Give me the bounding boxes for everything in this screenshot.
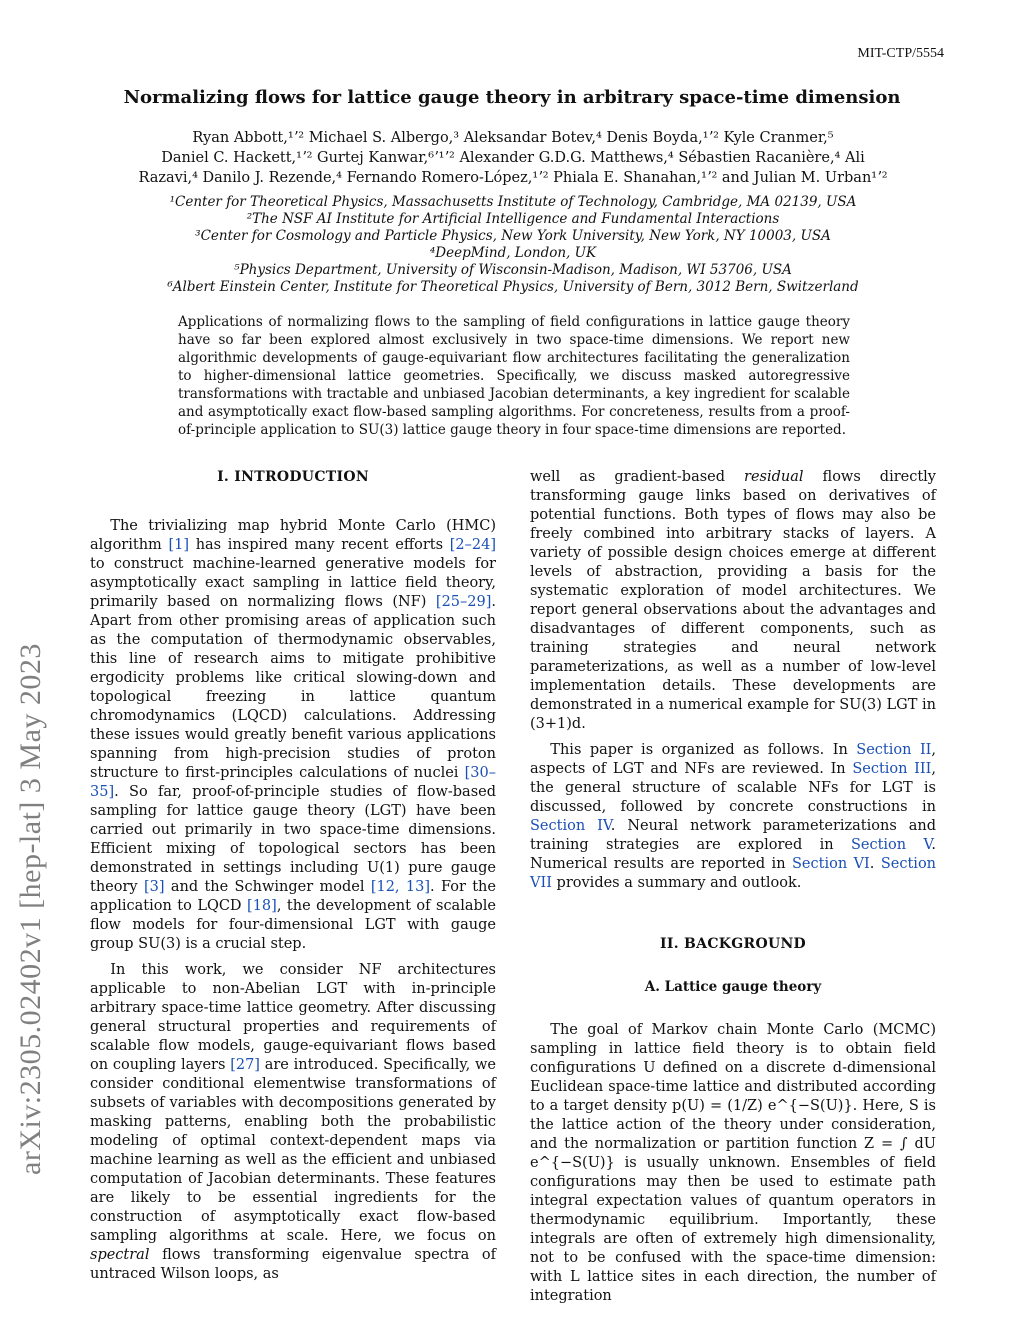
report-number: MIT-CTP/5554 [857, 46, 944, 61]
section-link[interactable]: Section III [852, 761, 932, 777]
citation-link[interactable]: [30–35] [90, 765, 496, 800]
paper-title: Normalizing flows for lattice gauge theory in arbitrary space-time dimension [123, 87, 901, 108]
section-link[interactable]: Section VI [791, 856, 870, 872]
citation-link[interactable]: [2–24] [449, 537, 497, 553]
citation-link[interactable]: [3] [143, 879, 165, 895]
citation-link[interactable]: [18] [247, 898, 277, 914]
paragraph: This paper is organized as follows. In Section II, aspects of LGT and NFs are reviewed. In Section III, the general structure of scalable NFs for LGT is discussed, followed by concrete constructions in Section IV. Neural network parameterizations and training strategies are explored in Section V. Numerical results are reported in Section VI. Section VII provides a summary and outlook. [530, 742, 937, 891]
section-link[interactable]: Section VII [530, 856, 937, 891]
left-column [90, 468, 496, 1284]
affiliation: ³Center for Cosmology and Particle Physics, New York University, New York, NY 10003, USA [195, 228, 831, 244]
author-line: Daniel C. Hackett,¹ʼ² Gurtej Kanwar,⁶ʼ¹ʼ² Alexander G.D.G. Matthews,⁴ Sébastien Racanière,⁴ Ali [161, 150, 865, 166]
author-line: Ryan Abbott,¹ʼ² Michael S. Albergo,³ Aleksandar Botev,⁴ Denis Boyda,¹ʼ² Kyle Cranmer,⁵ [192, 130, 834, 146]
affiliation-list [118, 194, 908, 296]
citation-link[interactable]: [25–29] [435, 594, 492, 610]
section-heading: II. BACKGROUND [660, 936, 806, 952]
section-heading: I. INTRODUCTION [217, 469, 369, 485]
arxiv-identifier: arXiv:2305.02402v1 [hep-lat] 3 May 2023 [14, 643, 47, 1175]
author-line: Razavi,⁴ Danilo J. Rezende,⁴ Fernando Romero-López,¹ʼ² Phiala E. Shanahan,¹ʼ² and Julian M. Urban¹ʼ² [138, 170, 888, 186]
paragraph: well as gradient-based residual flows directly transforming gauge links based on derivatives of potential functions. Both types of flows may also be freely combined into arbitrary stacks of layers. A variety of possible design choices emerge at different levels of abstraction, providing a basis for the systematic exploration of model architectures. We report general observations about the advantages and disadvantages of different components, such as training strategies and neural network parameterizations, as well as a number of low-level implementation details. These developments are demonstrated in a numerical example for SU(3) LGT in (3+1)d. [530, 469, 936, 732]
right-column [530, 468, 936, 1306]
paragraph: The trivializing map hybrid Monte Carlo (HMC) algorithm [1] has inspired many recent efforts [2–24] to construct machine-learned generative models for asymptotically exact sampling in lattice field theory, primarily based on normalizing flows (NF) [25–29]. Apart from other promising areas of application such as the computation of thermodynamic observables, this line of research aims to mitigate prohibitive ergodicity problems like critical slowing-down and topological freezing in lattice quantum chromodynamics (LQCD) calculations. Addressing these issues would greatly benefit various applications spanning from high-precision studies of proton structure to first-principles calculations of nuclei [30–35]. So far, proof-of-principle studies of flow-based sampling for lattice gauge theory (LGT) have been carried out primarily in two space-time dimensions. Efficient mixing of topological sectors has been demonstrated in settings including U(1) pure gauge theory [3] and the Schwinger model [12, 13]. For the application to LQCD [18], the development of scalable flow models for four-dimensional LGT with gauge group SU(3) is a crucial step. [90, 518, 497, 952]
citation-link[interactable]: [1] [168, 537, 190, 553]
affiliation: ¹Center for Theoretical Physics, Massachusetts Institute of Technology, Cambridge, MA 02139, USA [169, 194, 857, 210]
section-link[interactable]: Section II [856, 742, 932, 758]
citation-link[interactable]: [27] [230, 1057, 260, 1073]
affiliation: ²The NSF AI Institute for Artificial Intelligence and Fundamental Interactions [246, 211, 780, 227]
affiliation: ⁶Albert Einstein Center, Institute for Theoretical Physics, University of Bern, 3012 Bern, Switzerland [167, 279, 859, 295]
affiliation: ⁵Physics Department, University of Wisconsin-Madison, Madison, WI 53706, USA [234, 262, 792, 278]
section-link[interactable]: Section V [850, 837, 932, 853]
citation-link[interactable]: [12, 13] [370, 879, 430, 895]
abstract: Applications of normalizing flows to the sampling of field configurations in lattice gauge theory have so far been explored almost exclusively in two space-time dimensions. We report new algorithmic developments of gauge-equivariant flow architectures facilitating the generalization to higher-dimensional lattice geometries. Specifically, we discuss masked autoregressive transformations with tractable and unbiased Jacobian determinants, a key ingredient for scalable and asymptotically exact flow-based sampling algorithms. For concreteness, results from a proof-of-principle application to SU(3) lattice gauge theory in four space-time dimensions are reported. [178, 314, 850, 438]
paragraph: In this work, we consider NF architectures applicable to non-Abelian LGT with in-principle arbitrary space-time lattice geometry. After discussing general structural properties and requirements of scalable flow models, gauge-equivariant flows based on coupling layers [27] are introduced. Specifically, we consider conditional elementwise transformations of subsets of variables with decompositions generated by masking patterns, enabling both the probabilistic modeling of optimal context-dependent maps via machine learning as well as the efficient and unbiased computation of Jacobian determinants. These features are likely to be essential ingredients for the construction of asymptotically exact flow-based sampling algorithms at scale. Here, we focus on spectral flows transforming eigenvalue spectra of untraced Wilson loops, as [90, 962, 497, 1282]
paragraph: The goal of Markov chain Monte Carlo (MCMC) sampling in lattice field theory is to obtain field configurations U defined on a discrete d-dimensional Euclidean space-time lattice and distributed according to a target density p(U) = (1/Z) e^{−S(U)}. Here, S is the lattice action of the theory under consideration, and the normalization or partition function Z = ∫ dU e^{−S(U)} is usually unknown. Ensembles of field configurations may then be used to estimate path integral expectation values of quantum operators in thermodynamic equilibrium. Importantly, these integrals are often of extremely high dimensionality, not to be confused with the space-time dimension: with L lattice sites in each direction, the number of integration [530, 1022, 936, 1304]
subsection-heading: A. Lattice gauge theory [644, 979, 822, 995]
author-list [118, 128, 908, 188]
section-link[interactable]: Section IV [530, 818, 611, 834]
affiliation: ⁴DeepMind, London, UK [429, 245, 597, 261]
